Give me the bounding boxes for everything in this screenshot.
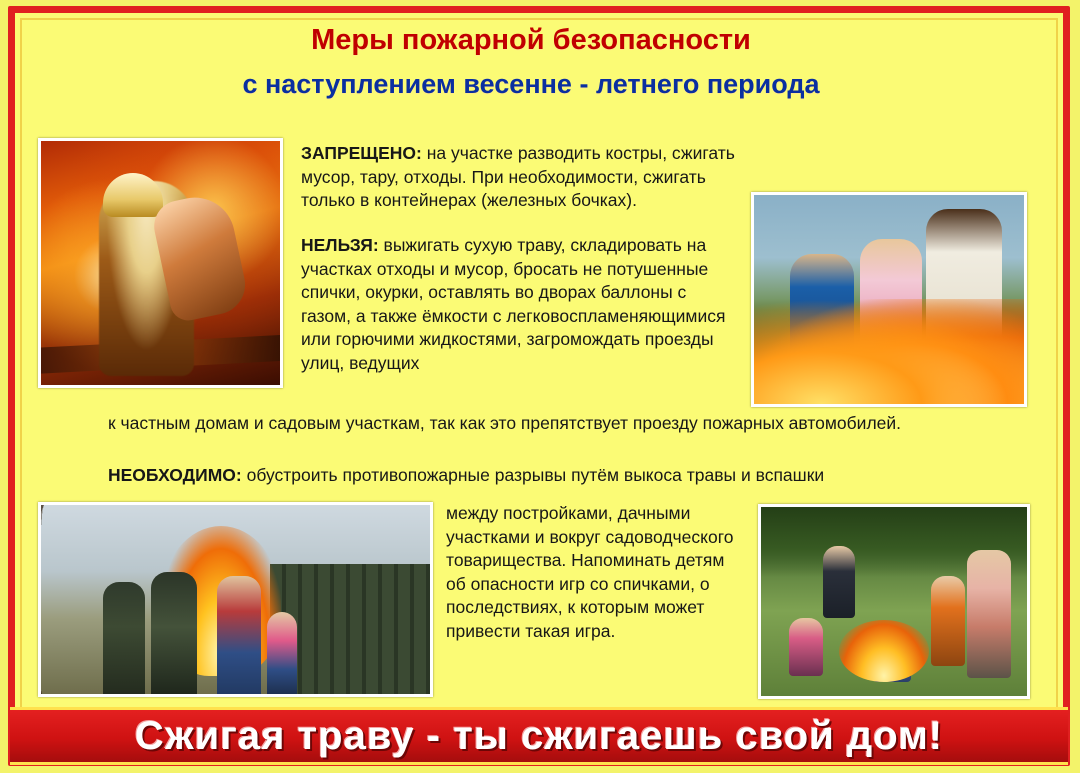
rule-required-lead: НЕОБХОДИМО: [108,465,242,485]
page-title-line1: Меры пожарной безопасности [311,24,751,56]
rule-required-block [108,464,1023,488]
grass-flames-shape [754,299,1024,404]
rule-forbidden-block [301,234,729,375]
rule-prohibited-lead: ЗАПРЕЩЕНО: [301,143,422,163]
dry-branches-shape [41,505,161,697]
bottom-banner-text: Сжигая траву - ты сжигаешь свой дом! [134,713,944,758]
campfire-flame-shape [839,620,929,682]
rule-prohibited-block [301,142,741,213]
rule-forbidden-continuation-text: к частным домам и садовым участкам, так как это препятствует проезду пожарных автомобилей. [108,413,902,433]
firefighter-helmet-shape [103,173,163,217]
rule-required-continuation-text: между постройками, дачными участками и вокруг садоводческого товарищества. Напоминать детям об опасности игр со спичками, о последствиях, к которым может привести такая игра. [446,503,734,641]
rule-forbidden-text: выжигать сухую траву, складировать на участках отходы и мусор, бросать не потушенные спички, окурки, оставлять во дворах баллоны с газом, а также ёмкости с легковоспламеняющимися или горючими жидкостями, загромождать проезды улиц, ведущих [301,235,726,373]
child-sitting-left-shape [789,618,823,676]
bottom-banner [10,707,1068,765]
firefighter-rescuing-child-photo [38,138,283,388]
rule-prohibited-text: на участке разводить костры, сжигать мусор, тару, отходы. При необходимости, сжигать только в контейнерах (железных бочках). [301,143,735,210]
rule-forbidden-lead: НЕЛЬЗЯ: [301,235,379,255]
rule-required-continuation [446,502,741,643]
rule-required-text: обустроить противопожарные разрывы путём выкоса травы и вспашки [241,465,825,485]
children-around-campfire-photo [758,504,1030,699]
rule-forbidden-continuation [108,412,1008,436]
person-orange-shape [931,576,965,666]
child-standing-back-shape [823,546,855,618]
poster-content [16,12,1046,702]
person-4-shape [267,612,297,694]
people-at-burning-fence-photo [38,502,433,697]
person-3-shape [217,576,261,694]
children-watching-grass-fire-photo [751,192,1027,407]
page-title-line2: с наступлением весенне - летнего периода [242,69,820,99]
person-pink-shirt-shape [967,550,1011,678]
